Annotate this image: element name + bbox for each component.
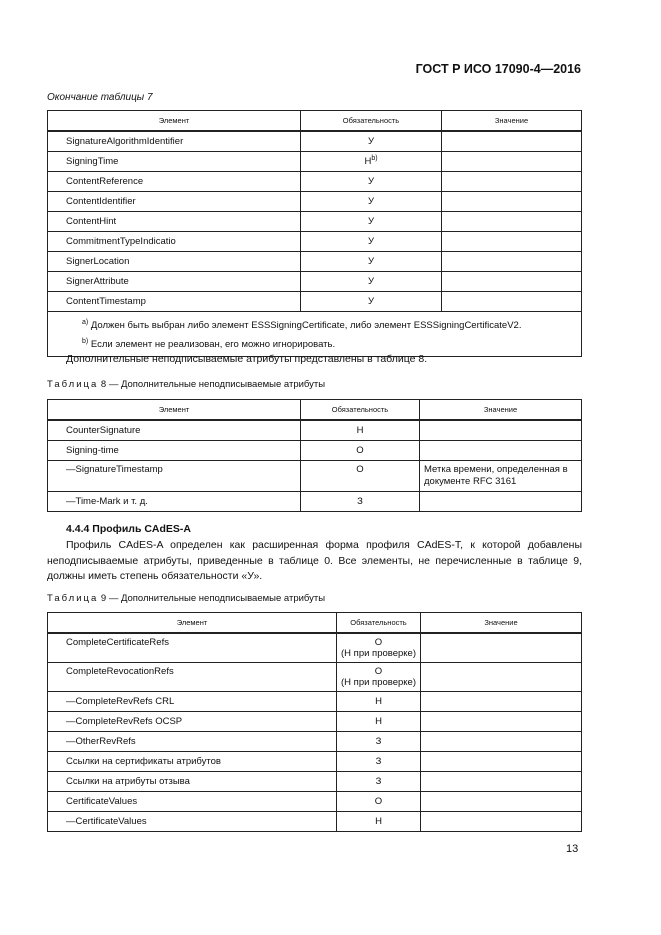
requirement-cell [337,663,421,692]
requirement-value: О [374,666,383,677]
column-header: Обязательность [337,613,421,634]
requirement-value: З [375,736,382,747]
value-cell [421,732,582,752]
table-row [48,252,582,272]
element-cell: ContentIdentifier [48,192,301,212]
requirement-value: У [367,256,375,267]
table-row [48,292,582,312]
element-cell: SigningTime [48,152,301,172]
requirement-value: О [356,464,364,475]
table-row [48,232,582,252]
table-row [48,732,582,752]
value-cell [421,812,582,832]
table-row [48,152,582,172]
requirement-cell [301,131,442,152]
requirement-cell [337,752,421,772]
table-row [48,633,582,663]
requirement-cell [301,152,442,172]
footnote-text: Должен быть выбран либо элемент ESSSigningCertificate, либо элемент ESSSigningCertificateV2. [90,320,522,332]
requirement-value: У [367,196,375,207]
footnote [82,334,581,353]
requirement-cell [301,252,442,272]
value-cell [421,692,582,712]
element-cell: ContentTimestamp [48,292,301,312]
element-cell: CertificateValues [48,792,337,812]
element-cell: —Time-Mark и т. д. [48,492,301,512]
table8-caption [47,379,325,390]
value-cell [421,633,582,663]
table-row [48,212,582,232]
value-cell [420,492,582,512]
value-cell [421,792,582,812]
requirement-value: О [374,637,383,648]
value-cell [421,712,582,732]
requirement-value: З [357,496,363,507]
footnote [82,315,581,334]
value-cell [420,420,582,441]
element-cell: —CompleteRevRefs CRL [48,692,337,712]
table-8 [47,399,582,512]
value-cell [420,441,582,461]
element-cell: SignerAttribute [48,272,301,292]
requirement-value: Н [375,716,382,727]
element-cell: CommitmentTypeIndicatio [48,232,301,252]
requirement-cell [337,792,421,812]
element-cell: CompleteCertificateRefs [48,633,337,663]
column-header: Обязательность [301,400,420,421]
table-7 [47,110,582,357]
requirement-cell [301,232,442,252]
element-cell: SignerLocation [48,252,301,272]
caption-title: 8 — Дополнительные неподписываемые атрибуты [100,379,326,390]
requirement-cell [337,633,421,663]
requirement-note: (Н при проверке) [341,677,416,688]
document-header: ГОСТ Р ИСО 17090-4—2016 [415,62,581,76]
requirement-value: О [356,445,364,456]
caption-label: Таблица [47,379,99,390]
value-cell [442,272,582,292]
requirement-value: У [367,176,375,187]
requirement-note: (Н при проверке) [341,648,416,659]
table-row [48,692,582,712]
value-cell [442,232,582,252]
page-number: 13 [566,843,579,855]
footnote-text: Если элемент не реализован, его можно игнорировать. [90,339,336,351]
table-row [48,772,582,792]
requirement-value: Н [375,816,382,827]
requirement-value: О [374,796,383,807]
requirement-value: Н [375,696,382,707]
requirement-cell [337,692,421,712]
requirement-cell [301,292,442,312]
footnote-ref: b) [371,155,378,163]
requirement-cell [337,712,421,732]
requirement-value: У [367,296,375,307]
requirement-cell [337,772,421,792]
requirement-cell [301,192,442,212]
column-header: Значение [442,111,582,132]
requirement-cell [337,732,421,752]
footnote-mark: b) [82,338,89,346]
requirement-value: З [375,756,382,767]
table9-caption [47,593,325,604]
requirement-cell [337,812,421,832]
table-row [48,812,582,832]
value-cell [442,252,582,272]
value-cell: Метка времени, определенная в документе RFC 3161 [420,461,582,492]
requirement-value: З [375,776,382,787]
requirement-value: У [367,216,375,227]
column-header: Элемент [48,400,301,421]
table-row [48,461,582,492]
requirement-value: У [367,276,375,287]
element-cell: —SignatureTimestamp [48,461,301,492]
element-cell: ContentReference [48,172,301,192]
table-row [48,712,582,732]
requirement-value: Н [364,156,372,168]
table-row [48,792,582,812]
value-cell [442,152,582,172]
table-row [48,441,582,461]
element-cell: SignatureAlgorithmIdentifier [48,131,301,152]
section-heading: 4.4.4 Профиль CAdES-A [66,523,191,535]
element-cell: —OtherRevRefs [48,732,337,752]
table-row [48,492,582,512]
footnote-mark: a) [82,319,89,326]
value-cell [442,131,582,152]
element-cell: Signing-time [48,441,301,461]
column-header: Элемент [48,111,301,132]
requirement-value: У [367,136,375,147]
value-cell [421,752,582,772]
intro-paragraph: Дополнительные неподписываемые атрибуты представлены в таблице 8. [66,353,428,365]
element-cell: Ссылки на сертификаты атрибутов [48,752,337,772]
table-notes-row [48,312,582,357]
requirement-value: У [367,236,375,247]
table-row [48,172,582,192]
element-cell: CompleteRevocationRefs [48,663,337,692]
requirement-cell [301,272,442,292]
column-header: Элемент [48,613,337,634]
table-row [48,752,582,772]
element-cell: —CompleteRevRefs OCSP [48,712,337,732]
value-cell [442,212,582,232]
element-cell: CounterSignature [48,420,301,441]
caption-title: 9 — Дополнительные неподписываемые атрибуты [100,593,326,604]
requirement-cell [301,441,420,461]
requirement-cell [301,420,420,441]
table-row [48,131,582,152]
table-row [48,272,582,292]
table-row [48,420,582,441]
requirement-cell [301,212,442,232]
element-cell: —CertificateValues [48,812,337,832]
caption-label: Таблица [47,593,99,604]
table-row [48,192,582,212]
requirement-cell [301,461,420,492]
table-9 [47,612,582,832]
section-paragraph: Профиль CAdES-A определен как расширенная форма профиля CAdES-T, к которой добавлены неподписываемые атрибуты, приведенные в таблице 0. Все элементы, не перечисленные в таблице 9, должны иметь степень обязательности «У». [47,539,582,582]
table-notes [48,312,582,357]
element-cell: Ссылки на атрибуты отзыва [48,772,337,792]
element-cell: ContentHint [48,212,301,232]
table7-caption: Окончание таблицы 7 [47,92,153,103]
value-cell [421,663,582,692]
value-cell [442,172,582,192]
column-header: Обязательность [301,111,442,132]
value-cell [421,772,582,792]
requirement-cell [301,172,442,192]
requirement-value: Н [356,425,364,436]
column-header: Значение [421,613,582,634]
requirement-cell [301,492,420,512]
table-row [48,663,582,692]
value-cell [442,192,582,212]
column-header: Значение [420,400,582,421]
value-cell [442,292,582,312]
